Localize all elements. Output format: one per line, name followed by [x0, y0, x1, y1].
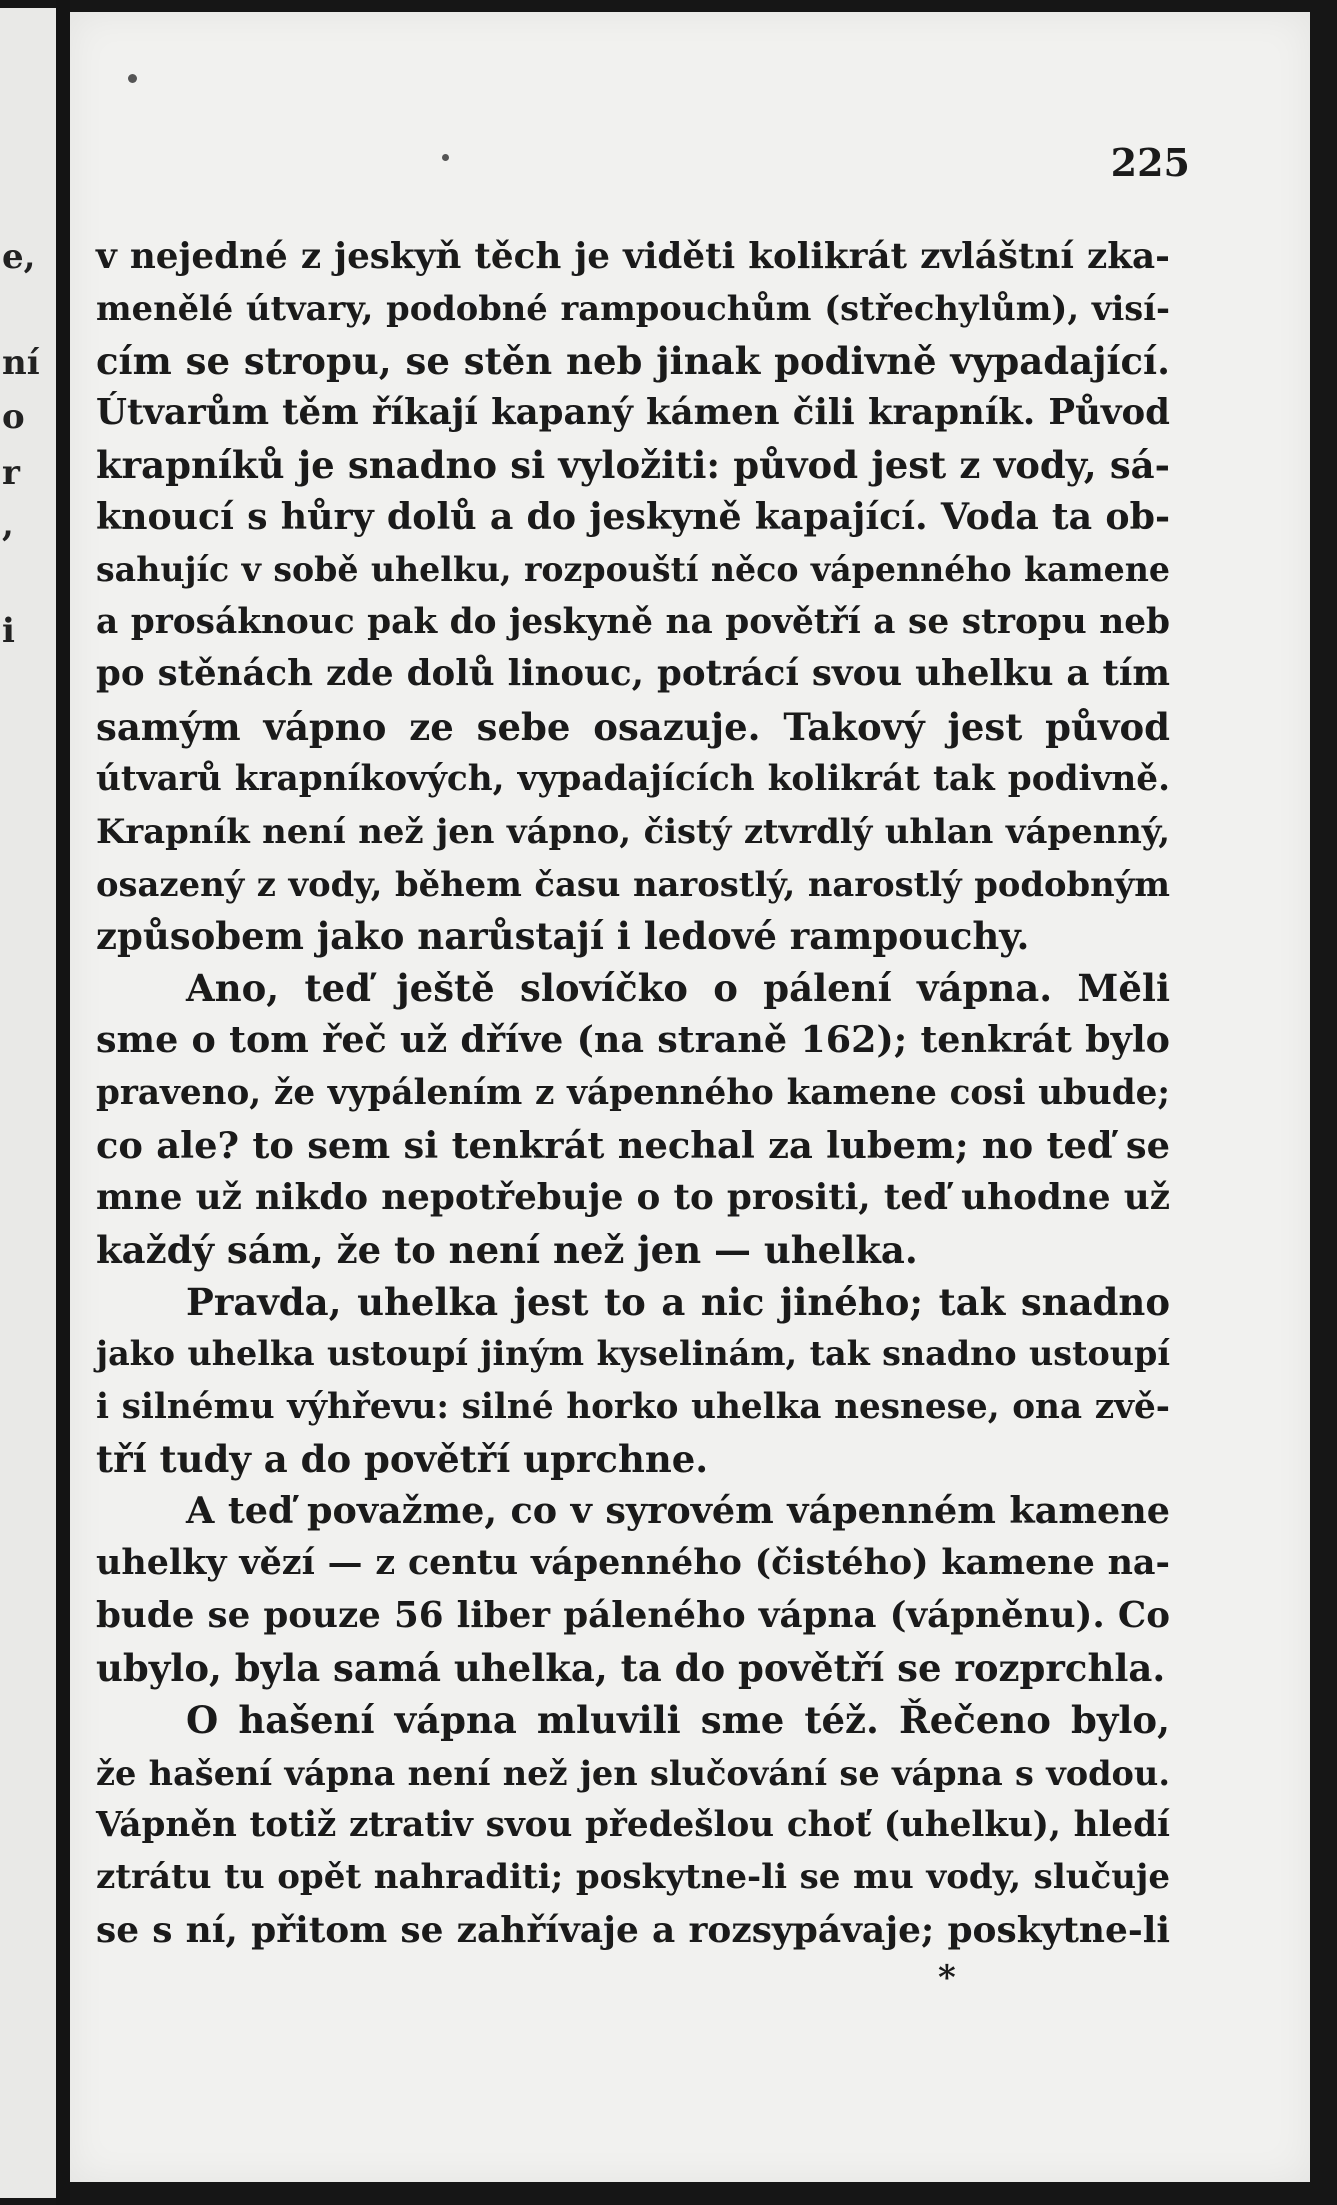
previous-page-fragment: o: [2, 397, 25, 437]
text-line: bude se pouze 56 liber páleného vápna (vápněnu). Co: [96, 1594, 1170, 1636]
text-line: ubylo, byla samá uhelka, ta do povětří se rozprchla.: [96, 1646, 1166, 1691]
text-line: Krapník není než jen vápno, čistý ztvrdlý uhlan vápenný,: [96, 811, 1170, 852]
text-line: osazený z vody, během času narostlý, narostlý podobným: [96, 863, 1170, 904]
previous-page-fragment: ,: [2, 505, 14, 545]
text-line: mne už nikdo nepotřebuje o to prositi, teď uhodne už: [96, 1176, 1170, 1219]
text-line: že hašení vápna není než jen slučování se vápna s vodou.: [96, 1752, 1170, 1793]
text-line: a prosáknouc pak do jeskyně na povětří a se stropu neb: [96, 602, 1170, 643]
text-line: uhelky vězí — z centu vápenného (čistého) kamene na-: [96, 1542, 1170, 1584]
text-line: i silnému výhřevu: silné horko uhelka nesnese, ona zvě-: [96, 1386, 1170, 1427]
paper-speck: [128, 74, 137, 83]
paper-speck: [442, 154, 449, 161]
text-line: krapníků je snadno si vyložiti: původ jest z vody, sá-: [96, 443, 1170, 488]
text-line: menělé útvary, podobné rampouchům (střechylům), visí-: [96, 288, 1170, 329]
text-line: způsobem jako narůstají i ledové rampouchy.: [96, 913, 1030, 958]
text-line: praveno, že vypálením z vápenného kamene cosi ubude;: [96, 1072, 1170, 1113]
previous-page-fragment: e,: [2, 237, 36, 277]
text-line: každý sám, že to není než jen — uhelka.: [96, 1227, 918, 1272]
text-line: Ano, teď ještě slovíčko o pálení vápna. Měli: [186, 966, 1170, 1011]
text-line: Útvarům těm říkají kapaný kámen čili krapník. Původ: [96, 391, 1170, 433]
text-line: tří tudy a do povětří uprchne.: [96, 1436, 709, 1481]
previous-page-edge: [0, 8, 56, 2198]
text-line: A teď považme, co v syrovém vápenném kamene: [186, 1489, 1170, 1533]
text-line: sme o tom řeč už dříve (na straně 162); tenkrát bylo: [96, 1018, 1170, 1062]
book-page: [70, 12, 1310, 2182]
text-line: jako uhelka ustoupí jiným kyselinám, tak snadno ustoupí: [96, 1334, 1170, 1374]
previous-page-fragment: i: [2, 611, 15, 651]
book-gutter: [56, 0, 70, 2205]
text-line: samým vápno ze sebe osazuje. Takový jest původ: [96, 704, 1170, 749]
text-line: Pravda, uhelka jest to a nic jiného; tak snadno: [186, 1279, 1170, 1324]
text-line: Vápněn totiž ztrativ svou předešlou choť (uhelku), hledí: [96, 1804, 1170, 1845]
text-line: se s ní, přitom se zahřívaje a rozsypávaje; poskytne-li: [96, 1908, 1170, 1951]
text-line: knoucí s hůry dolů a do jeskyně kapající. Voda ta ob-: [96, 495, 1170, 539]
page-number: 225: [1110, 140, 1190, 185]
text-line: sahujíc v sobě uhelku, rozpouští něco vápenného kamene: [96, 549, 1170, 589]
text-line: po stěnách zde dolů linouc, potrácí svou uhelku a tím: [96, 653, 1170, 695]
body-text: [96, 230, 1170, 1956]
text-line: v nejedné z jeskyň těch je viděti kolikrát zvláštní zka-: [96, 235, 1170, 277]
text-line: ztrátu tu opět nahraditi; poskytne-li se mu vody, slučuje: [96, 1857, 1170, 1898]
previous-page-fragment: ní: [2, 343, 40, 383]
text-line: O hašení vápna mluvili sme též. Řečeno bylo,: [186, 1698, 1170, 1743]
previous-page-fragment: r: [2, 453, 20, 493]
footer-mark: *: [938, 1958, 956, 1998]
text-line: co ale? to sem si tenkrát nechal za lubem; no teď se: [96, 1123, 1170, 1168]
text-line: cím se stropu, se stěn neb jinak podivně vypadající.: [96, 338, 1170, 383]
text-line: útvarů krapníkových, vypadajících kolikrát tak podivně.: [96, 758, 1170, 799]
